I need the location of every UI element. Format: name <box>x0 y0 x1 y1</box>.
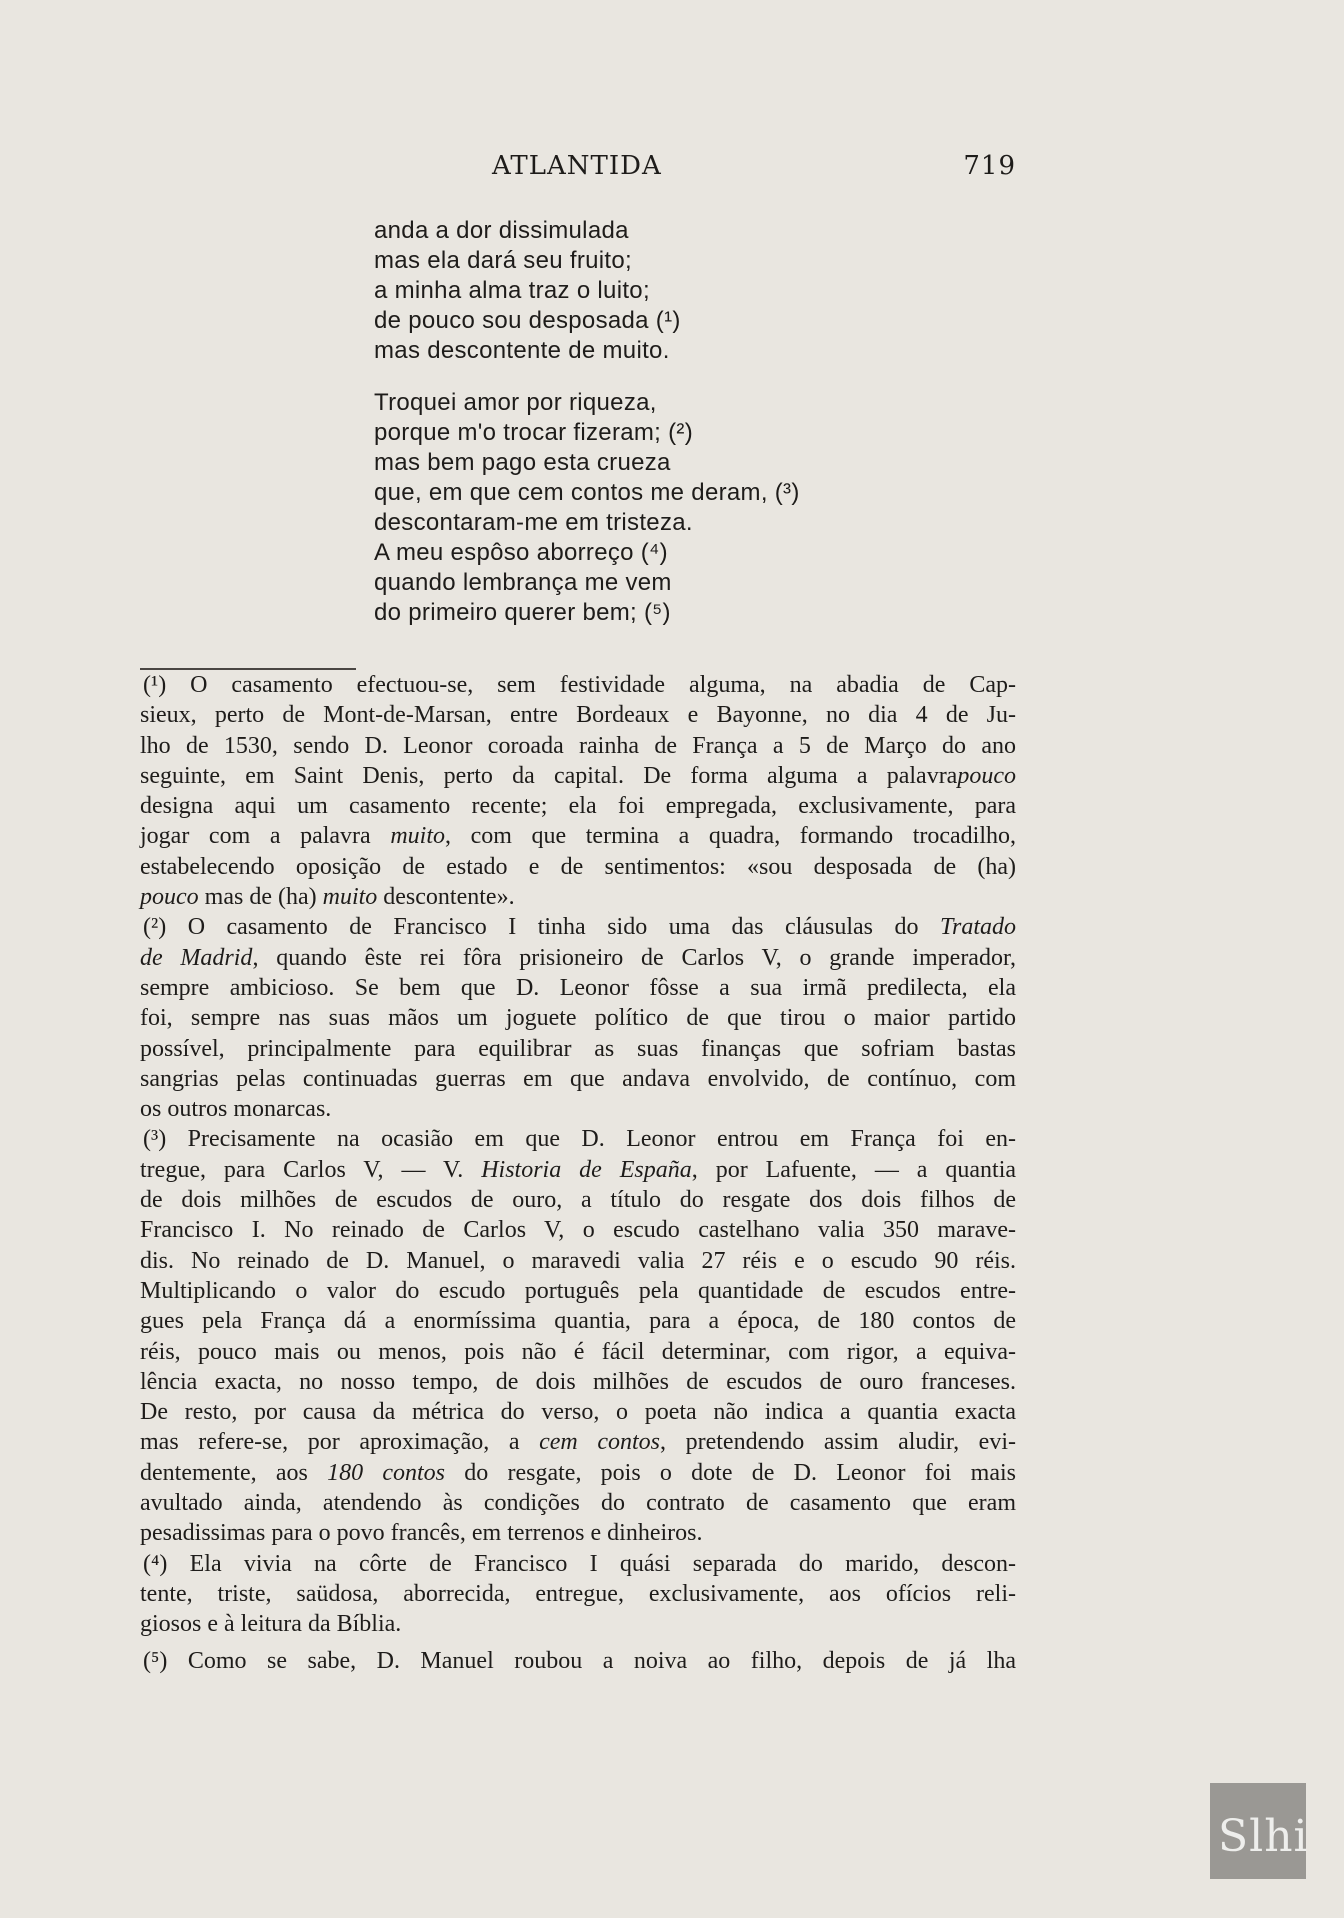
footnotes <box>140 670 1016 1676</box>
footnote-line <box>140 1458 1016 1488</box>
footnote-line: tente, triste, saüdosa, aborrecida, entregue, exclusivamente, aos ofícios reli- <box>140 1580 1016 1607</box>
footnote-text: mas de (ha) <box>198 884 323 911</box>
footnote-italic: de Madrid <box>140 944 253 971</box>
footnote-text: , quando êste rei fôra prisioneiro de Carlos V, o grande imperador, <box>252 944 1016 971</box>
footnote-line: foi, sempre nas suas mãos um joguete político de que tirou o maior partido <box>140 1005 1016 1032</box>
footnote-line: Multiplicando o valor do escudo português pela quantidade de escudos entre- <box>140 1277 1016 1304</box>
footnote-italic: pouco <box>957 762 1016 789</box>
footnote-line: gues pela França dá a enormíssima quantia, para a época, de 180 contos de <box>140 1308 1016 1335</box>
footnote-text: Como se sabe, D. Manuel roubou a noiva ao filho, depois de já lha <box>187 1647 1016 1674</box>
footnote-line <box>140 1155 1016 1185</box>
footnote-line: pesadissimas para o povo francês, em terrenos e dinheiros. <box>140 1520 703 1547</box>
footnote-text: tregue, para Carlos V, — V. <box>140 1156 482 1183</box>
footnote-2 <box>140 912 1016 1124</box>
footnote-1 <box>140 670 1016 912</box>
footnote-text: Precisamente na ocasião em que D. Leonor entrou em França foi en- <box>187 1126 1017 1153</box>
footnote-text: , com que termina a quadra, formando trocadilho, <box>444 823 1017 850</box>
footnote-line: possível, principalmente para equilibrar as suas finanças que sofriam bastas <box>140 1035 1016 1062</box>
verse-line: quando lembrança me vem <box>374 569 672 596</box>
footnote-italic: cem contos <box>539 1429 661 1456</box>
running-header <box>140 151 1016 185</box>
footnote-text: seguinte, em Saint Denis, perto da capital. De forma alguma a palavra <box>140 762 958 789</box>
footnote-italic: muito <box>390 823 445 850</box>
footnote-line: giosos e à leitura da Bíblia. <box>140 1611 402 1638</box>
footnote-line <box>140 912 1016 942</box>
footnote-line: designa aqui um casamento recente; ela foi empregada, exclusivamente, para <box>140 793 1016 820</box>
verse-line: de pouco sou desposada (¹) <box>374 307 681 334</box>
footnote-line: Francisco I. No reinado de Carlos V, o escudo castelhano valia 350 marave- <box>140 1217 1016 1244</box>
verse-line: mas ela dará seu fruito; <box>374 247 632 274</box>
verse-line: mas descontente de muito. <box>374 337 670 364</box>
footnote-line: estabelecendo oposição de estado e de sentimentos: «sou desposada de (ha) <box>140 853 1016 880</box>
verse-line: do primeiro querer bem; (⁵) <box>374 599 671 626</box>
logo-text: Slhi <box>1218 1811 1309 1862</box>
stanza-2 <box>374 388 1014 628</box>
library-logo <box>1210 1783 1309 1879</box>
footnote-text: dentemente, aos <box>140 1459 328 1486</box>
verse-line: Troquei amor por riqueza, <box>374 389 657 416</box>
footnote-text: descontente». <box>377 884 515 911</box>
verse-line: porque m'o trocar fizeram; (²) <box>374 419 693 446</box>
footnote-text: Ela vivia na côrte de Francisco I quási separada do marido, descon- <box>189 1550 1016 1577</box>
footnote-line <box>140 1124 1016 1154</box>
journal-title: ATLANTIDA <box>492 151 662 181</box>
footnote-line <box>140 1646 1016 1676</box>
footnote-italic: pouco <box>140 884 199 911</box>
footnote-line <box>140 1427 1016 1457</box>
footnote-line: réis, pouco mais ou menos, pois não é fácil determinar, com rigor, a equiva- <box>140 1338 1016 1365</box>
footnote-mark: (⁵) <box>143 1647 168 1674</box>
verse-line: que, em que cem contos me deram, (³) <box>374 479 800 506</box>
footnote-italic: 180 contos <box>327 1459 445 1486</box>
verse-line: a minha alma traz o luito; <box>374 277 650 304</box>
footnote-line <box>140 1549 1016 1579</box>
footnote-text: O casamento de Francisco I tinha sido uma das cláusulas do <box>187 914 940 941</box>
verse-line: mas bem pago esta crueza <box>374 449 671 476</box>
footnote-italic: muito <box>322 884 378 911</box>
footnote-4 <box>140 1549 1016 1640</box>
footnote-line: De resto, por causa da métrica do verso, o poeta não indica a quantia exacta <box>140 1399 1016 1426</box>
footnote-italic: Tratado <box>939 914 1016 941</box>
footnote-line: os outros monarcas. <box>140 1096 332 1123</box>
footnote-3 <box>140 1124 1016 1548</box>
footnote-line: lho de 1530, sendo D. Leonor coroada rainha de França a 5 de Março do ano <box>140 732 1016 759</box>
footnote-line: sempre ambicioso. Se bem que D. Leonor fôsse a sua irmã predilecta, ela <box>140 974 1016 1001</box>
stanza-1 <box>374 216 1014 366</box>
footnote-line: de dois milhões de escudos de ouro, a título do resgate dos dois filhos de <box>140 1187 1016 1214</box>
footnote-line: lência exacta, no nosso tempo, de dois milhões de escudos de ouro franceses. <box>140 1368 1016 1395</box>
footnote-line <box>140 821 1016 851</box>
verse-line: A meu espôso aborreço (⁴) <box>374 539 668 566</box>
footnote-line: sieux, perto de Mont-de-Marsan, entre Bordeaux e Bayonne, no dia 4 de Ju- <box>140 702 1016 729</box>
footnote-line <box>140 761 1016 791</box>
footnote-mark: (²) <box>143 914 167 941</box>
footnote-line: sangrias pelas continuadas guerras em que andava envolvido, de contínuo, com <box>140 1065 1016 1092</box>
footnote-mark: (¹) <box>143 672 167 698</box>
footnote-line <box>140 943 1016 973</box>
footnote-text: , pretendendo assim aludir, evi- <box>660 1429 1016 1456</box>
footnote-mark: (³) <box>143 1126 167 1153</box>
footnote-line: avultado ainda, atendendo às condições do contrato de casamento que eram <box>140 1490 1016 1517</box>
footnote-5 <box>140 1646 1016 1676</box>
footnote-text: O casamento efectuou-se, sem festividade alguma, na abadia de Cap- <box>190 672 1017 698</box>
verse-line: descontaram-me em tristeza. <box>374 509 693 536</box>
footnote-line: dis. No reinado de D. Manuel, o maravedi valia 27 réis e o escudo 90 réis. <box>140 1247 1016 1274</box>
footnote-italic: Historia de España <box>481 1156 692 1183</box>
footnote-line <box>140 670 1016 700</box>
footnote-text: mas refere-se, por aproximação, a <box>140 1429 540 1456</box>
footnote-line <box>140 882 1016 912</box>
footnote-mark: (⁴) <box>143 1550 168 1577</box>
footnote-text: , por Lafuente, — a quantia <box>691 1156 1017 1183</box>
page-number: 719 <box>963 151 1016 181</box>
footnote-text: do resgate, pois o dote de D. Leonor foi mais <box>445 1459 1016 1486</box>
poem <box>374 216 1014 650</box>
footnote-text: jogar com a palavra <box>140 823 371 850</box>
verse-line: anda a dor dissimulada <box>374 217 629 244</box>
